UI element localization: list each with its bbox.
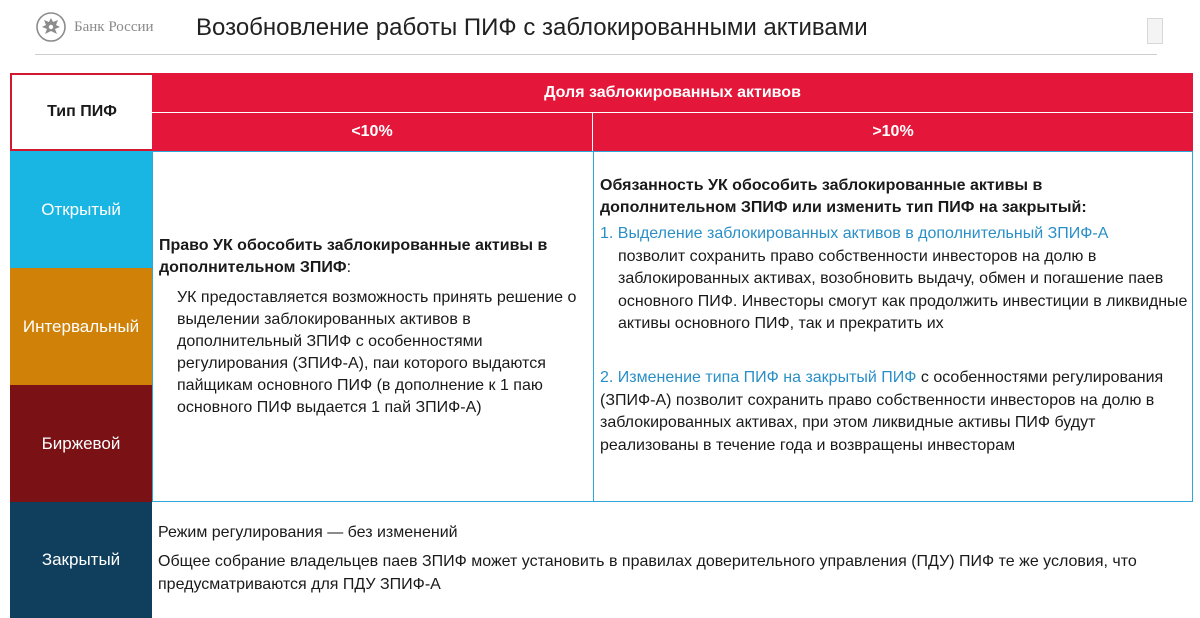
- header-divider: [35, 54, 1157, 55]
- type-column-header: Тип ПИФ: [10, 73, 152, 151]
- closed-fund-content: [152, 502, 1193, 618]
- type-exchange: Биржевой: [10, 385, 152, 502]
- option-number: 2.: [600, 369, 614, 386]
- brand-logo: [36, 12, 154, 42]
- page-title: Возобновление работы ПИФ с заблокированными активами: [196, 14, 868, 41]
- blocked-share-header: Доля заблокированных активов: [152, 73, 1193, 113]
- type-interval: Интервальный: [10, 268, 152, 385]
- below-10-content: [152, 151, 594, 502]
- above-10-content: [593, 151, 1193, 502]
- general-meeting-text: Общее собрание владельцев паев ЗПИФ может установить в правилах доверительного управления (ПДУ) ПИФ те же условия, что предусматриваются для ПДУ ЗПИФ-А: [158, 553, 1137, 593]
- corner-marker: [1147, 18, 1163, 44]
- slide-header: [0, 0, 1200, 60]
- option-text: позволит сохранить право собственности инвесторов на долю в заблокированных активах, возобновить выдачу, обмен и погашение паев основного ПИФ. Инвесторы смогут как продолжить инвестиции в ликвидные активы основного ПИФ, так и прекратить их: [618, 247, 1188, 332]
- type-closed: Закрытый: [10, 502, 152, 618]
- below-10-title-colon: :: [346, 259, 352, 276]
- type-open: Открытый: [10, 151, 152, 268]
- share-below-10-header: <10%: [152, 113, 593, 151]
- option-item-1: [600, 223, 1190, 336]
- regulation-mode-text: Режим регулирования — без изменений: [158, 524, 458, 541]
- below-10-title: [159, 235, 589, 279]
- bank-of-russia-eagle-icon: [36, 12, 66, 42]
- below-10-body: УК предоставляется возможность принять решение о выделении заблокированных активов в дополнительный ЗПИФ с особенностями регулирования (ЗПИФ-А), паи которого выдаются пайщикам основного ПИФ (в дополнение к 1 паю основного ПИФ выдается 1 пай ЗПИФ-А): [177, 289, 577, 416]
- option-item-2: [600, 367, 1190, 457]
- above-10-title: Обязанность УК обособить заблокированные активы в дополнительном ЗПИФ или изменить тип ПИФ на закрытый:: [600, 177, 1087, 216]
- option-lead: Изменение типа ПИФ на закрытый ПИФ: [617, 369, 917, 386]
- brand-name: Банк России: [74, 18, 154, 35]
- option-text: с особенностями регулирования (ЗПИФ-А) позволит сохранить право собственности инвесторов на долю в заблокированных активах, при этом ликвидные активы ПИФ будут реализованы в течение года и возвращены инвесторам: [600, 369, 1164, 454]
- pif-table: [10, 73, 1193, 618]
- option-number: 1.: [600, 225, 614, 242]
- share-above-10-header: >10%: [593, 113, 1193, 151]
- below-10-title-text: Право УК обособить заблокированные активы в дополнительном ЗПИФ: [159, 237, 548, 276]
- option-lead: Выделение заблокированных активов в дополнительный ЗПИФ-А: [617, 225, 1109, 242]
